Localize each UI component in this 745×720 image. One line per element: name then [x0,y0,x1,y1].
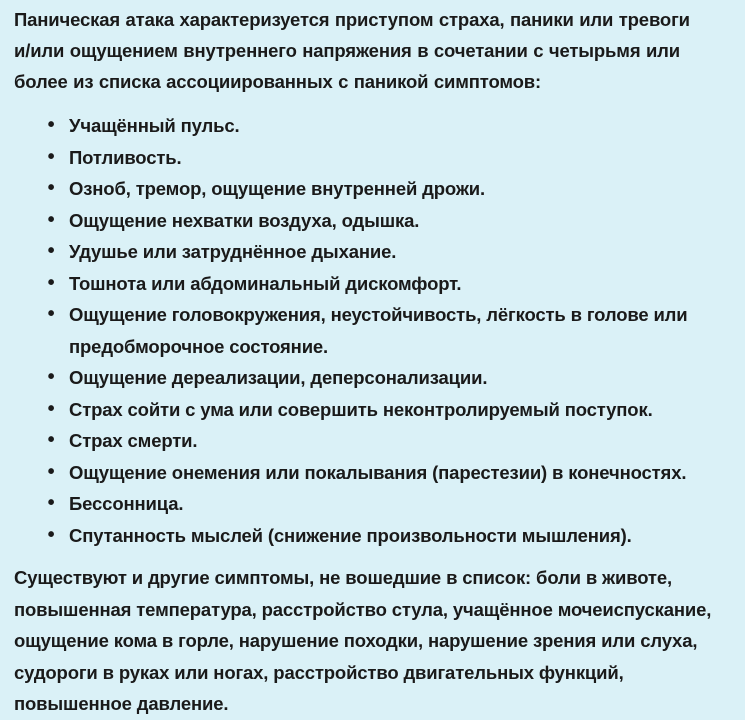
symptom-list [14,110,735,551]
outro-line: ощущение кома в горле, нарушение походки, нарушение зрения или слуха, [14,630,698,651]
list-item-text: Ощущение онемения или покалывания (парестезии) в конечностях. [69,461,687,483]
list-item [14,236,735,268]
bullet-icon: • [47,429,55,451]
bullet-icon: • [47,145,55,168]
intro-line: более из списка ассоциированных с паникой симптомов: [14,71,542,92]
list-item-text: Ощущение головокружения, неустойчивость, лёгкость в голове или [69,304,688,325]
intro-line: и/или ощущением внутреннего напряжения в сочетании с четырьмя или [14,40,680,61]
list-item-text: Тошнота или абдоминальный дискомфорт. [69,272,462,294]
list-item-text: Удушье или затруднённое дыхание. [69,241,397,262]
list-item [14,268,735,300]
bullet-icon: • [47,523,55,546]
list-item-text: Ощущение нехватки воздуха, одышка. [69,209,420,231]
bullet-icon: • [47,271,55,294]
list-item-text: Страх смерти. [69,430,198,451]
list-item [14,362,735,394]
list-item [14,142,735,174]
list-item-text: Бессонница. [69,493,184,514]
list-item [14,205,735,237]
list-item [14,110,735,142]
list-item [14,488,735,520]
bullet-icon: • [47,492,55,514]
bullet-icon: • [47,366,55,388]
outro-paragraph [14,562,735,720]
list-item-text: Страх сойти с ума или совершить неконтролируемый поступок. [69,398,653,420]
bullet-icon: • [47,303,55,325]
bullet-icon: • [47,177,55,199]
list-item-text: Спутанность мыслей (снижение произвольности мышления). [69,524,632,546]
list-item [14,457,735,489]
list-item-text: Озноб, тремор, ощущение внутренней дрожи. [69,178,486,199]
intro-paragraph [14,4,735,97]
outro-line: повышенное давление. [14,693,229,714]
outro-line: повышенная температура, расстройство стула, учащённое мочеиспускание, [14,598,712,620]
list-item [14,299,735,362]
list-item-text: Ощущение дереализации, деперсонализации. [69,367,488,388]
outro-line: Существуют и другие симптомы, не вошедшие в список: боли в животе, [14,567,672,588]
list-item [14,394,735,426]
bullet-icon: • [47,208,55,231]
bullet-icon: • [47,397,55,420]
bullet-icon: • [47,240,55,262]
list-item [14,425,735,457]
list-item [14,173,735,205]
list-item-text: Учащённый пульс. [69,115,240,136]
bullet-icon: • [47,114,55,136]
list-item-text: предобморочное состояние. [69,335,329,357]
bullet-icon: • [47,460,55,483]
intro-line: Паническая атака характеризуется приступом страха, паники или тревоги [14,9,690,30]
list-item [14,520,735,552]
outro-line: судороги в руках или ногах, расстройство двигательных функций, [14,661,624,683]
list-item-text: Потливость. [69,146,182,168]
